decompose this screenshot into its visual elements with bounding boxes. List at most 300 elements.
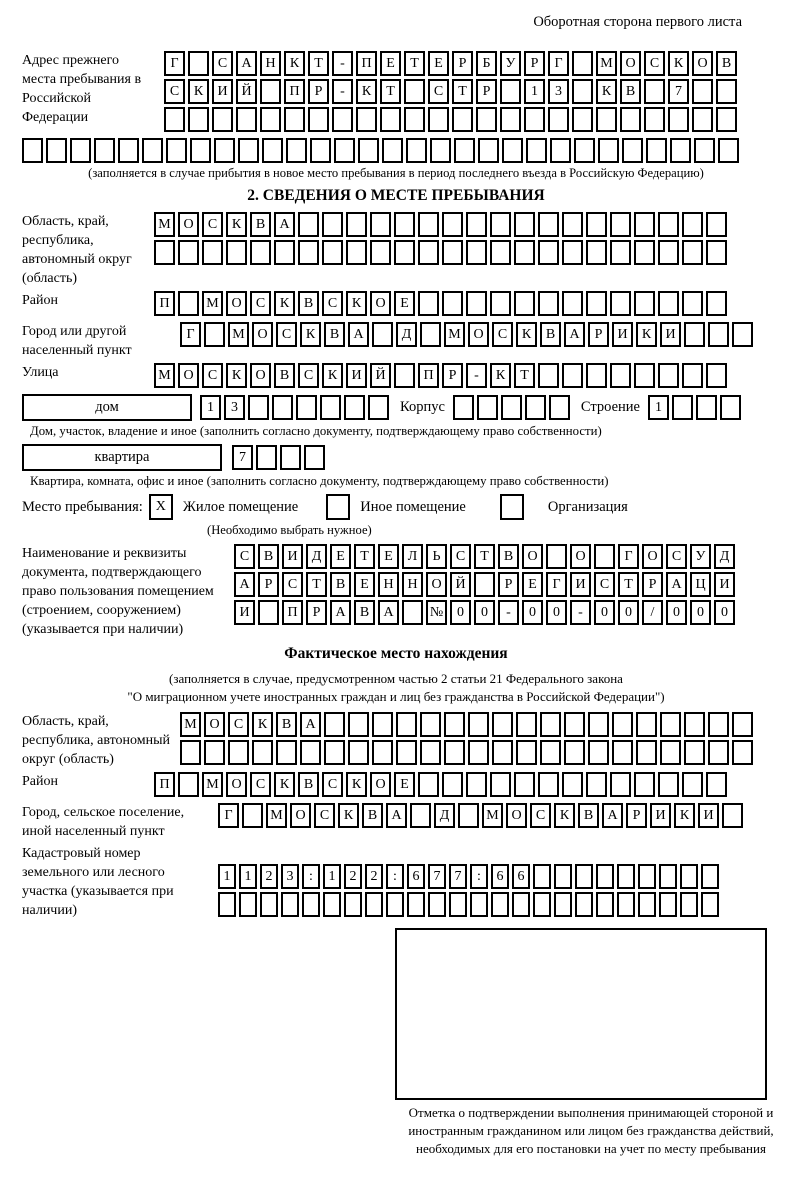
ulitsa-label: Улица <box>22 365 59 380</box>
form-cell <box>617 892 635 917</box>
cell-row <box>218 892 770 917</box>
form-cell <box>588 740 609 765</box>
form-cell <box>634 240 655 265</box>
field-oblast <box>22 212 770 288</box>
form-cell <box>718 138 739 163</box>
field-raion <box>22 291 770 319</box>
form-cell <box>296 395 317 420</box>
form-cell: И <box>212 79 233 104</box>
form-cell <box>680 864 698 889</box>
form-cell <box>284 107 305 132</box>
form-cell <box>302 892 320 917</box>
form-cell <box>372 322 393 347</box>
cell-row-full-width <box>22 138 770 163</box>
form-cell <box>280 445 301 470</box>
form-cell: 0 <box>666 600 687 625</box>
form-cell <box>524 107 545 132</box>
form-cell <box>562 291 583 316</box>
form-cell: А <box>330 600 351 625</box>
cell-row <box>164 51 770 76</box>
residence-type-label: Место пребывания: <box>22 498 143 515</box>
form-cell <box>490 291 511 316</box>
form-cell <box>418 240 439 265</box>
form-cell <box>407 892 425 917</box>
form-cell <box>564 712 585 737</box>
form-cell <box>540 712 561 737</box>
residence-option-org-label: Организация <box>547 498 628 515</box>
cell-row <box>218 864 770 889</box>
form-cell: К <box>284 51 305 76</box>
form-cell <box>684 322 705 347</box>
form-cell: Е <box>380 51 401 76</box>
form-cell: Т <box>380 79 401 104</box>
form-cell: С <box>644 51 665 76</box>
form-cell: Р <box>626 803 647 828</box>
form-cell <box>239 892 257 917</box>
form-cell: - <box>332 51 353 76</box>
form-cell: Р <box>498 572 519 597</box>
form-cell <box>372 740 393 765</box>
form-cell <box>696 395 717 420</box>
form-cell: О <box>250 363 271 388</box>
form-cell <box>178 240 199 265</box>
form-cell <box>372 712 393 737</box>
form-cell: М <box>266 803 287 828</box>
form-cell <box>644 107 665 132</box>
form-cell: - <box>498 600 519 625</box>
form-cell: 7 <box>449 864 467 889</box>
stamp-note: Отметка о подтверждении выполнения принимающей стороной и иностранным гражданином или лицом без гражданства действий, необходимых для его постановки на учет по месту пребывания <box>408 1105 774 1156</box>
form-cell: : <box>302 864 320 889</box>
form-cell: И <box>612 322 633 347</box>
form-cell <box>300 740 321 765</box>
form-cell <box>334 138 355 163</box>
form-cell <box>468 740 489 765</box>
form-cell <box>178 772 199 797</box>
form-cell: П <box>356 51 377 76</box>
form-cell <box>250 240 271 265</box>
form-cell: Е <box>354 572 375 597</box>
form-cell <box>554 892 572 917</box>
form-cell: К <box>226 363 247 388</box>
form-cell <box>533 864 551 889</box>
form-cell: В <box>540 322 561 347</box>
form-cell <box>308 107 329 132</box>
form-cell <box>394 212 415 237</box>
form-cell: Т <box>474 544 495 569</box>
form-cell: С <box>250 772 271 797</box>
form-cell: 1 <box>323 864 341 889</box>
raion-label: Район <box>22 293 58 308</box>
form-cell: С <box>666 544 687 569</box>
form-cell <box>562 212 583 237</box>
form-cell <box>516 740 537 765</box>
form-cell <box>682 240 703 265</box>
form-cell <box>418 772 439 797</box>
apartment-cells <box>232 445 328 470</box>
factual-gorod-label: Город, сельское поселение, иной населенный пункт <box>22 805 185 839</box>
form-cell <box>572 51 593 76</box>
form-cell: Г <box>546 572 567 597</box>
form-cell: Р <box>442 363 463 388</box>
stamp-box <box>395 928 767 1100</box>
factual-oblast-label: Область, край, республика, автономный округ (область) <box>22 714 171 767</box>
form-cell <box>538 291 559 316</box>
form-cell <box>490 240 511 265</box>
form-cell: С <box>212 51 233 76</box>
form-cell: К <box>346 772 367 797</box>
form-cell <box>732 712 753 737</box>
form-cell <box>575 864 593 889</box>
form-cell <box>442 212 463 237</box>
form-cell <box>320 395 341 420</box>
cell-row <box>154 212 770 237</box>
form-cell: О <box>642 544 663 569</box>
form-cell: К <box>674 803 695 828</box>
form-cell <box>549 395 570 420</box>
form-cell <box>248 395 269 420</box>
form-cell <box>548 107 569 132</box>
form-cell <box>708 712 729 737</box>
form-cell: А <box>378 600 399 625</box>
form-cell <box>732 740 753 765</box>
form-cell <box>680 892 698 917</box>
form-cell <box>298 212 319 237</box>
form-cell <box>588 712 609 737</box>
form-cell: Н <box>260 51 281 76</box>
form-cell: А <box>300 712 321 737</box>
form-cell <box>617 864 635 889</box>
form-cell: Р <box>308 79 329 104</box>
form-cell <box>586 291 607 316</box>
form-cell: Д <box>396 322 417 347</box>
form-cell: П <box>418 363 439 388</box>
form-cell <box>458 803 479 828</box>
form-cell <box>418 212 439 237</box>
form-cell <box>634 291 655 316</box>
form-cell <box>453 395 474 420</box>
form-cell <box>204 322 225 347</box>
form-cell: В <box>274 363 295 388</box>
form-cell <box>554 864 572 889</box>
form-cell: Е <box>330 544 351 569</box>
form-cell: С <box>428 79 449 104</box>
house-caption: Дом, участок, владение и иное (заполнить согласно документу, подтверждающему право собственности) <box>30 424 602 438</box>
form-cell <box>142 138 163 163</box>
form-cell <box>596 107 617 132</box>
form-cell <box>684 712 705 737</box>
form-cell <box>214 138 235 163</box>
form-cell: А <box>602 803 623 828</box>
form-cell: П <box>282 600 303 625</box>
field-gorod <box>22 322 770 360</box>
form-cell <box>516 712 537 737</box>
form-cell <box>610 291 631 316</box>
form-cell <box>684 740 705 765</box>
form-cell: Д <box>434 803 455 828</box>
form-cell: М <box>154 363 175 388</box>
form-cell: А <box>564 322 585 347</box>
form-cell <box>514 291 535 316</box>
form-cell <box>202 240 223 265</box>
residence-checkbox-living: X <box>149 494 173 520</box>
form-cell <box>612 740 633 765</box>
form-cell: С <box>250 291 271 316</box>
form-cell: Р <box>306 600 327 625</box>
form-cell <box>396 740 417 765</box>
form-cell: Й <box>370 363 391 388</box>
form-cell <box>428 892 446 917</box>
form-cell <box>118 138 139 163</box>
form-cell: С <box>164 79 185 104</box>
form-cell: Ь <box>426 544 447 569</box>
form-cell: Н <box>402 572 423 597</box>
form-cell <box>204 740 225 765</box>
form-cell: М <box>154 212 175 237</box>
form-cell: К <box>322 363 343 388</box>
form-cell <box>658 363 679 388</box>
form-cell <box>706 363 727 388</box>
form-cell <box>344 395 365 420</box>
form-cell: О <box>468 322 489 347</box>
form-cell <box>260 79 281 104</box>
form-cell: Е <box>428 51 449 76</box>
form-cell <box>394 363 415 388</box>
form-cell: П <box>284 79 305 104</box>
form-cell: - <box>570 600 591 625</box>
form-cell <box>348 712 369 737</box>
field-factual-oblast <box>22 712 770 769</box>
page-header: Оборотная сторона первого листа <box>533 14 742 30</box>
form-cell: 1 <box>200 395 221 420</box>
form-cell: 0 <box>474 600 495 625</box>
form-cell <box>178 291 199 316</box>
form-cell <box>242 803 263 828</box>
form-cell <box>670 138 691 163</box>
prev-address-rows <box>164 51 770 135</box>
form-cell: Т <box>306 572 327 597</box>
form-cell <box>658 772 679 797</box>
form-cell <box>514 212 535 237</box>
form-cell: В <box>620 79 641 104</box>
factual-oblast-rows <box>180 712 770 768</box>
form-cell: 0 <box>690 600 711 625</box>
form-cell: В <box>578 803 599 828</box>
form-cell <box>262 138 283 163</box>
field-document <box>22 544 770 639</box>
form-cell: К <box>356 79 377 104</box>
form-cell <box>706 240 727 265</box>
form-cell <box>276 740 297 765</box>
form-cell: А <box>386 803 407 828</box>
form-cell: Т <box>452 79 473 104</box>
form-cell: Д <box>714 544 735 569</box>
form-cell <box>218 892 236 917</box>
form-cell <box>324 712 345 737</box>
form-cell: - <box>332 79 353 104</box>
form-cell <box>538 240 559 265</box>
form-cell: 2 <box>260 864 278 889</box>
form-cell: В <box>298 291 319 316</box>
form-cell <box>610 240 631 265</box>
residence-checkbox-other <box>326 494 350 520</box>
kadastr-label: Кадастровый номер земельного или лесного участка (указывается при наличии) <box>22 846 174 918</box>
cell-row <box>234 544 770 569</box>
form-cell: 7 <box>668 79 689 104</box>
form-cell: А <box>348 322 369 347</box>
form-cell <box>190 138 211 163</box>
form-cell: И <box>282 544 303 569</box>
form-cell: О <box>226 291 247 316</box>
form-cell <box>238 138 259 163</box>
form-cell: А <box>236 51 257 76</box>
form-cell <box>430 138 451 163</box>
form-cell: С <box>322 291 343 316</box>
form-cell: 1 <box>239 864 257 889</box>
form-cell <box>428 107 449 132</box>
form-cell: В <box>258 544 279 569</box>
form-cell: В <box>324 322 345 347</box>
form-cell <box>562 363 583 388</box>
residence-option-living-label: Жилое помещение <box>182 498 299 515</box>
form-cell <box>682 291 703 316</box>
form-cell <box>477 395 498 420</box>
form-cell <box>322 212 343 237</box>
form-cell <box>706 212 727 237</box>
form-cell: К <box>188 79 209 104</box>
form-cell <box>236 107 257 132</box>
form-cell: О <box>226 772 247 797</box>
form-cell <box>380 107 401 132</box>
form-cell <box>420 740 441 765</box>
form-cell <box>154 240 175 265</box>
form-cell <box>622 138 643 163</box>
form-cell <box>442 291 463 316</box>
stroenie-cells <box>648 395 744 420</box>
form-cell: Б <box>476 51 497 76</box>
form-cell: С <box>298 363 319 388</box>
form-cell <box>402 600 423 625</box>
form-cell <box>572 79 593 104</box>
form-cell <box>572 107 593 132</box>
form-cell: В <box>276 712 297 737</box>
form-cell: 1 <box>218 864 236 889</box>
form-cell: О <box>506 803 527 828</box>
form-cell <box>502 138 523 163</box>
residence-type-note: (Необходимо выбрать нужное) <box>207 523 372 537</box>
form-cell <box>594 544 615 569</box>
form-cell <box>525 395 546 420</box>
form-cell <box>46 138 67 163</box>
form-cell <box>346 212 367 237</box>
prev-address-note: (заполняется в случае прибытия в новое место пребывания в период последнего въезда в Российскую Федерацию) <box>88 166 704 180</box>
field-factual-raion <box>22 772 770 800</box>
form-cell: В <box>250 212 271 237</box>
form-cell: О <box>178 212 199 237</box>
form-cell <box>512 892 530 917</box>
form-cell <box>644 79 665 104</box>
form-cell <box>298 240 319 265</box>
residence-checkbox-org <box>500 494 524 520</box>
form-cell: Е <box>394 291 415 316</box>
form-cell: С <box>234 544 255 569</box>
form-cell <box>368 395 389 420</box>
form-cell <box>610 772 631 797</box>
house-row <box>22 394 770 421</box>
form-cell <box>420 712 441 737</box>
form-cell: С <box>202 212 223 237</box>
form-cell: Т <box>618 572 639 597</box>
form-cell <box>659 892 677 917</box>
form-cell <box>466 772 487 797</box>
form-cell: Г <box>218 803 239 828</box>
form-cell <box>466 291 487 316</box>
form-cell: 3 <box>281 864 299 889</box>
form-cell <box>490 772 511 797</box>
form-cell <box>672 395 693 420</box>
form-cell <box>324 740 345 765</box>
form-cell: Р <box>524 51 545 76</box>
form-cell: Р <box>588 322 609 347</box>
form-cell <box>370 212 391 237</box>
form-cell <box>281 892 299 917</box>
form-cell <box>348 740 369 765</box>
form-cell <box>562 240 583 265</box>
form-cell <box>356 107 377 132</box>
field-ulitsa <box>22 363 770 391</box>
cell-row <box>180 740 770 765</box>
form-cell <box>442 772 463 797</box>
form-cell <box>70 138 91 163</box>
oblast-rows <box>154 212 770 268</box>
form-cell <box>658 291 679 316</box>
form-cell <box>701 864 719 889</box>
form-cell: К <box>490 363 511 388</box>
cell-row <box>154 291 730 316</box>
form-cell: В <box>330 572 351 597</box>
form-cell: И <box>570 572 591 597</box>
form-cell: М <box>180 712 201 737</box>
form-cell <box>586 772 607 797</box>
form-cell <box>470 892 488 917</box>
form-cell: Р <box>476 79 497 104</box>
form-cell: О <box>620 51 641 76</box>
form-cell <box>166 138 187 163</box>
form-cell <box>634 772 655 797</box>
form-cell: К <box>274 291 295 316</box>
form-cell: П <box>154 291 175 316</box>
form-cell: О <box>370 291 391 316</box>
form-cell <box>404 79 425 104</box>
residence-type-row <box>22 494 770 520</box>
form-cell <box>646 138 667 163</box>
form-cell <box>180 740 201 765</box>
form-cell <box>410 803 431 828</box>
form-cell <box>501 395 522 420</box>
form-cell <box>562 772 583 797</box>
form-cell <box>706 772 727 797</box>
form-cell <box>332 107 353 132</box>
form-cell <box>538 772 559 797</box>
form-cell <box>444 740 465 765</box>
form-cell <box>692 107 713 132</box>
form-cell <box>310 138 331 163</box>
form-cell: Р <box>258 572 279 597</box>
form-cell <box>514 240 535 265</box>
form-cell: Д <box>306 544 327 569</box>
form-cell <box>692 79 713 104</box>
cell-row <box>154 363 730 388</box>
